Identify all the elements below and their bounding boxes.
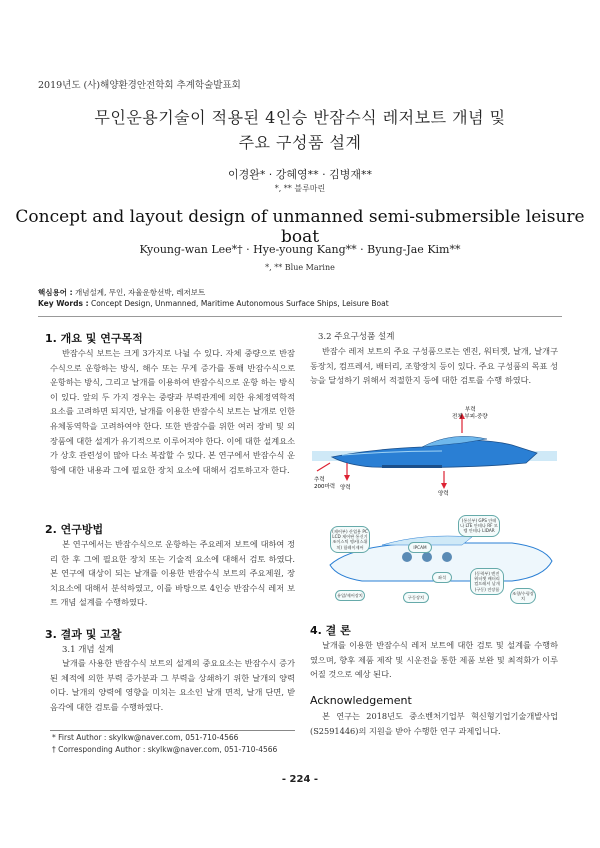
acknowledgement-body: 본 연구는 2018년도 중소벤처기업부 혁신형기업기술개발사업(S2591446)의 지원을 받아 수행한 연구 과제입니다. [310, 711, 558, 736]
label-lift-2: 양력 [438, 491, 449, 497]
section-1-body: 반잠수식 보트는 크게 3가지로 나뉠 수 있다. 자체 중량으로 반잠수식으로 운항하는 방식, 해수 또는 무게 증가를 통해 반잠수식으로 운항하는 방식, 그리고 날개를 이용하여 반잠수식으로 운항 하는 방식이 있다. 앞의 두 가지 경우는 중량과 부력관계에 의한 유체정역학적 요소를 고려하면 되지만, 날개를 이용한 반잠수식 보트는 날개로 인한 유체동역학을 고려하여야 한다. 또한 반잠수를 위한 여러 장비 및 의장품에 대한 설계가 유기적으로 이루어져야 한다. 이에 대한 설계요소가 상호 관련성이 많아 다소 복잡할 수 있다. 본 연구에서 반잠수식 운항에 대한 내용과 그에 필요한 장치 요소에 대해서 검토하고자 한다. [50, 348, 295, 475]
box-steering: 조향/수평장치 [510, 588, 536, 604]
label-thrust: 추력 [314, 477, 325, 483]
korean-affiliation: *, ** 블루마린 [274, 184, 326, 193]
box-power-unit: (동력부) 엔진 워터젯 배터리 컴프레셔 날개(구동) 전장품 [470, 568, 504, 595]
keywords-english [38, 299, 389, 308]
section-2-body: 본 연구에서는 반잠수식으로 운항하는 주요레저 보트에 대하여 정리 한 후 그에 필요한 장치 또는 기술적 요소에 대해서 검토 하였다. 본 연구에 대상이 되는 날개를 이용한 반잠수식 보트의 주요제원, 장치요소에 대해서 분석하였고, 이를 바탕으로 4인승 반잠수식 레저 보트 개념 설계를 수행하였다. [50, 539, 295, 608]
keywords-korean [38, 287, 205, 298]
keywords-english-text: Concept Design, Unmanned, Maritime Autonomous Surface Ships, Leisure Boat [90, 299, 389, 308]
section-1-title: 1. 개요 및 연구목적 [45, 332, 143, 345]
footnote-first-author: * First Author : skylkw@naver.com, 051-710-4566 [52, 733, 239, 742]
english-title: Concept and layout design of unmanned semi-submersible leisure boat [15, 207, 585, 247]
footnote-divider [50, 730, 295, 731]
label-buoyancy: 부력 [465, 407, 476, 413]
section-3-2-title: 3.2 주요구성품 설계 [318, 332, 395, 342]
box-ipcam: IPCAM [408, 542, 432, 553]
section-3-1-body: 날개를 사용한 반잠수식 보트의 설계의 중요요소는 반잠수시 증가된 체적에 의한 부력 증가분과 그 부력을 상쇄하기 위한 날개의 양력 이다. 날개의 양력에 영향을 미치는 요소인 날개 면적, 날개 단면, 받음각에 대한 검토를 수행하였다. [50, 658, 295, 712]
section-4-body: 날개를 이용한 반잠수식 레저 보트에 대한 검토 및 설계를 수행하였으며, 향후 제품 제작 및 시운전을 통한 제품 보완 및 최적화가 이루어질 것으로 예상 된다. [310, 640, 558, 680]
box-communication-unit: (통신부) GPS 안테나 LTE 안테나 RF 모뎀 안테나 LIDAR [458, 515, 500, 537]
english-authors: Kyoung-wan Lee*† · Hye-young Kang** · Byung-Jae Kim** [139, 243, 461, 256]
box-hydraulic: 유압/제어장치 [335, 590, 365, 601]
lift-arrowhead-1 [344, 475, 350, 481]
section-3-2-body: 반잠수 레저 보트의 주요 구성품으로는 엔진, 워터젯, 날개, 날개구동장치, 컴프레셔, 배터리, 조향장치 등이 있다. 주요 구성품의 목표 성능을 달성하기 위해서 적절한지 등에 대한 검토를 수행 하였다. [310, 346, 558, 386]
section-4-title: 4. 결 론 [310, 624, 351, 637]
footnote-corresponding-author: † Corresponding Author : skylkw@naver.com, 051-710-4566 [52, 745, 278, 754]
lift-arrowhead-2 [441, 483, 447, 489]
box-control-unit: (제어부) 산업용 PC LCD 제어판 통신기 조이스틱 앵커(스위치) 릴레이제어 [330, 526, 370, 553]
section-3-title: 3. 결과 및 고찰 [45, 628, 122, 641]
acknowledgement-title: Acknowledgement [310, 694, 412, 707]
keywords-korean-text: 개념설계, 무인, 자율운항선박, 레저보트 [74, 288, 206, 297]
section-2-title: 2. 연구방법 [45, 523, 104, 536]
section-3-1-title: 3.1 개념 설계 [62, 645, 114, 655]
label-buoyancy-2: 전체 부피-중량 [452, 414, 488, 420]
seat-1 [402, 552, 412, 562]
label-thrust-value: 200마력 [314, 484, 336, 490]
korean-authors: 이경완* · 강혜영** · 김병재** [227, 168, 373, 181]
seat-3 [442, 552, 452, 562]
keywords-korean-label: 핵심용어 : [38, 288, 73, 297]
box-seat: 좌석 [432, 572, 452, 583]
korean-title-line1: 무인운용기술이 적용된 4인승 반잠수식 레저보트 개념 및 [94, 108, 506, 127]
box-drive: 구동장치 [403, 592, 429, 603]
keywords-english-label: Key Words : [38, 299, 89, 308]
korean-title-line2: 주요 구성품 설계 [238, 133, 362, 152]
wing [382, 465, 442, 468]
page-number: - 224 - [281, 774, 319, 785]
thrust-arrow [317, 463, 330, 471]
seat-2 [422, 552, 432, 562]
header-divider [38, 316, 562, 317]
english-affiliation: *, ** Blue Marine [265, 263, 335, 272]
conference-header: 2019년도 (사)해양환경안전학회 추계학술발표회 [38, 80, 241, 91]
label-lift-1: 양력 [340, 485, 351, 491]
